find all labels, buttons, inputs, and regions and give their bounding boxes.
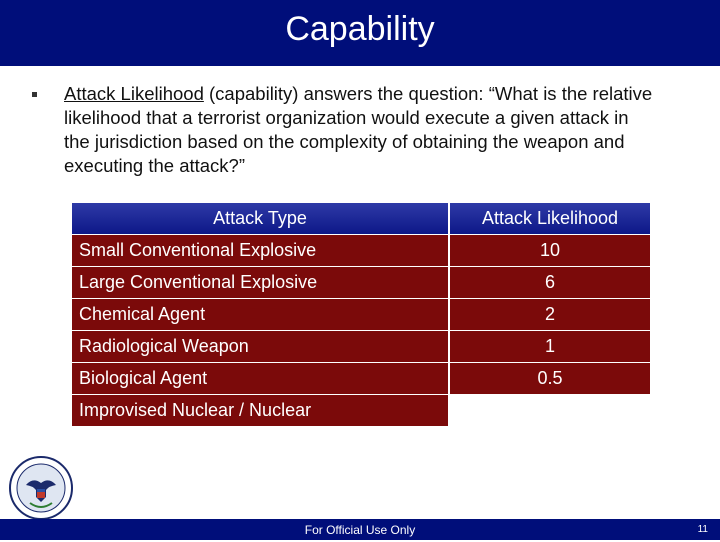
table-row xyxy=(72,395,650,426)
row-attack-type: Chemical Agent xyxy=(72,299,448,330)
row-attack-type: Radiological Weapon xyxy=(72,331,448,362)
table-row xyxy=(72,299,650,330)
table-row xyxy=(72,363,650,394)
body-paragraph xyxy=(64,82,654,178)
table-row xyxy=(72,331,650,362)
header-attack-type: Attack Type xyxy=(72,203,448,234)
row-likelihood: 2 xyxy=(450,299,650,330)
likelihood-table xyxy=(72,203,650,420)
header-attack-likelihood: Attack Likelihood xyxy=(450,203,650,234)
row-attack-type: Improvised Nuclear / Nuclear xyxy=(72,395,448,426)
table-row xyxy=(72,235,650,266)
body-rest: (capability) answers the question: “What is the relative likelihood that a terrorist organization would execute a given attack in the jurisdiction based on the complexity of obtaining the weapon and executing the attack?” xyxy=(64,83,653,176)
table-header-row xyxy=(72,203,650,234)
row-likelihood: 1 xyxy=(450,331,650,362)
row-attack-type: Biological Agent xyxy=(72,363,448,394)
bullet-marker xyxy=(32,92,37,97)
slide-title: Capability xyxy=(285,10,435,48)
row-likelihood: 0.5 xyxy=(450,363,650,394)
page-number: 11 xyxy=(697,524,708,535)
footer-classification: For Official Use Only xyxy=(304,523,416,537)
table-row xyxy=(72,267,650,298)
row-likelihood: 6 xyxy=(450,267,650,298)
row-likelihood xyxy=(450,395,650,426)
row-attack-type: Large Conventional Explosive xyxy=(72,267,448,298)
row-likelihood: 10 xyxy=(450,235,650,266)
row-attack-type: Small Conventional Explosive xyxy=(72,235,448,266)
body-lead-term: Attack Likelihood xyxy=(64,83,204,104)
dhs-seal-icon xyxy=(8,455,74,521)
